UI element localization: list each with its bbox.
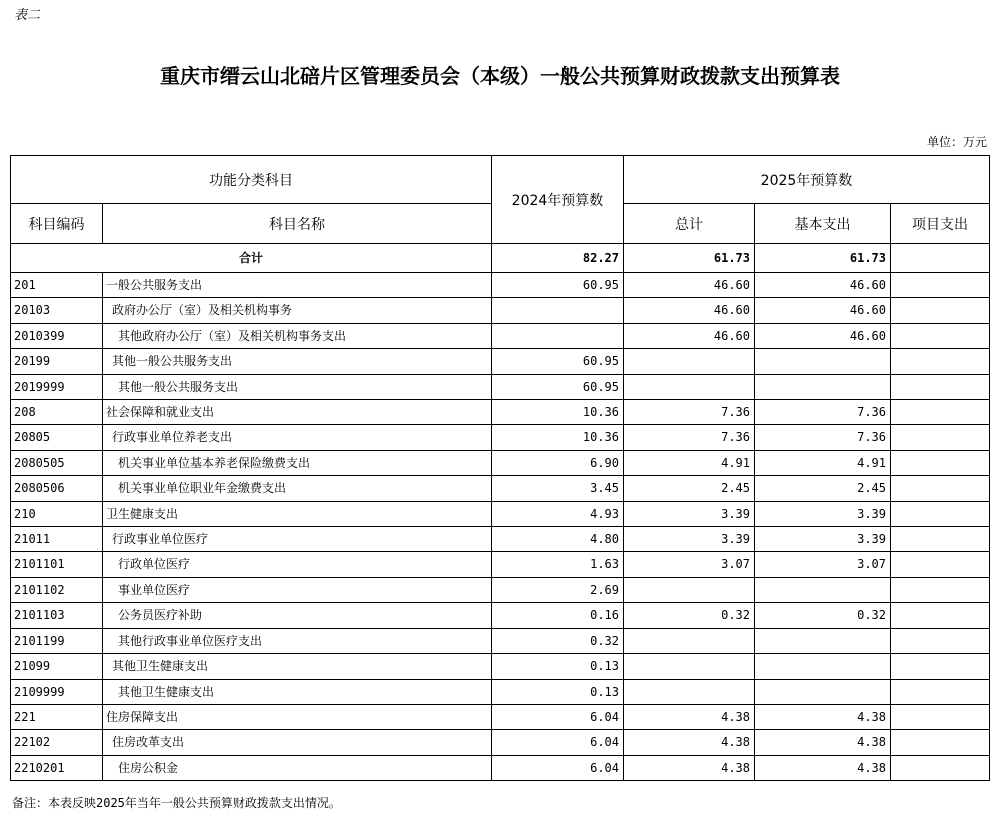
row-2025-project — [891, 628, 990, 653]
row-budget-2024: 60.95 — [492, 349, 624, 374]
row-2025-total: 0.32 — [624, 603, 755, 628]
row-2025-total — [624, 577, 755, 602]
row-name: 机关事业单位基本养老保险缴费支出 — [103, 450, 492, 475]
row-budget-2024 — [492, 323, 624, 348]
header-code: 科目编码 — [11, 204, 103, 244]
row-2025-project — [891, 323, 990, 348]
table-row — [11, 273, 990, 298]
row-code: 2080505 — [11, 450, 103, 475]
row-name: 卫生健康支出 — [103, 501, 492, 526]
row-budget-2024: 6.90 — [492, 450, 624, 475]
row-2025-project — [891, 400, 990, 425]
row-2025-basic — [755, 628, 891, 653]
row-2025-project — [891, 654, 990, 679]
row-name: 其他卫生健康支出 — [103, 654, 492, 679]
row-budget-2024: 0.13 — [492, 654, 624, 679]
page-title: 重庆市缙云山北碚片区管理委员会（本级）一般公共预算财政拨款支出预算表 — [160, 64, 840, 88]
row-2025-basic: 7.36 — [755, 400, 891, 425]
row-2025-project — [891, 298, 990, 323]
table-row — [11, 349, 990, 374]
row-2025-total — [624, 349, 755, 374]
table-row — [11, 755, 990, 780]
table-row — [11, 298, 990, 323]
row-budget-2024: 4.93 — [492, 501, 624, 526]
row-name: 事业单位医疗 — [103, 577, 492, 602]
row-2025-basic: 4.38 — [755, 755, 891, 780]
row-name: 其他一般公共服务支出 — [103, 349, 492, 374]
row-2025-basic — [755, 577, 891, 602]
header-basic: 基本支出 — [755, 204, 891, 244]
row-code: 2019999 — [11, 374, 103, 399]
row-code: 201 — [11, 273, 103, 298]
total-2025-total: 61.73 — [624, 244, 755, 273]
total-2024: 82.27 — [492, 244, 624, 273]
row-name: 其他一般公共服务支出 — [103, 374, 492, 399]
row-2025-total — [624, 654, 755, 679]
row-code: 22102 — [11, 730, 103, 755]
row-budget-2024: 0.32 — [492, 628, 624, 653]
table-row — [11, 577, 990, 602]
table-row — [11, 374, 990, 399]
row-name: 住房改革支出 — [103, 730, 492, 755]
row-2025-basic: 4.91 — [755, 450, 891, 475]
row-2025-basic: 46.60 — [755, 298, 891, 323]
row-code: 221 — [11, 704, 103, 729]
row-2025-project — [891, 552, 990, 577]
row-name: 行政事业单位养老支出 — [103, 425, 492, 450]
row-2025-total — [624, 374, 755, 399]
row-2025-basic — [755, 654, 891, 679]
row-code: 2010399 — [11, 323, 103, 348]
row-name: 其他卫生健康支出 — [103, 679, 492, 704]
row-name: 其他行政事业单位医疗支出 — [103, 628, 492, 653]
table-row — [11, 476, 990, 501]
header-total: 总计 — [624, 204, 755, 244]
row-2025-basic: 4.38 — [755, 730, 891, 755]
table-tag: 表二 — [14, 8, 41, 23]
table-row — [11, 323, 990, 348]
row-2025-total: 7.36 — [624, 400, 755, 425]
table-row — [11, 400, 990, 425]
header-func-class: 功能分类科目 — [11, 156, 492, 204]
row-2025-project — [891, 704, 990, 729]
row-budget-2024: 6.04 — [492, 730, 624, 755]
table-row — [11, 654, 990, 679]
row-2025-total — [624, 679, 755, 704]
row-2025-total: 46.60 — [624, 323, 755, 348]
unit-label: 单位：万元 — [926, 135, 987, 149]
row-code: 2101102 — [11, 577, 103, 602]
total-label: 合计 — [11, 244, 492, 273]
header-budget-2025: 2025年预算数 — [624, 156, 990, 204]
row-2025-basic: 46.60 — [755, 273, 891, 298]
row-2025-project — [891, 425, 990, 450]
table-row — [11, 450, 990, 475]
row-name: 一般公共服务支出 — [103, 273, 492, 298]
row-2025-basic — [755, 349, 891, 374]
row-code: 2080506 — [11, 476, 103, 501]
row-budget-2024: 60.95 — [492, 273, 624, 298]
total-2025-basic: 61.73 — [755, 244, 891, 273]
row-budget-2024 — [492, 298, 624, 323]
row-code: 210 — [11, 501, 103, 526]
row-name: 住房公积金 — [103, 755, 492, 780]
row-2025-basic: 4.38 — [755, 704, 891, 729]
row-2025-project — [891, 450, 990, 475]
row-2025-total: 4.38 — [624, 704, 755, 729]
row-code: 20103 — [11, 298, 103, 323]
row-name: 行政单位医疗 — [103, 552, 492, 577]
row-2025-basic: 46.60 — [755, 323, 891, 348]
table-row — [11, 552, 990, 577]
row-name: 住房保障支出 — [103, 704, 492, 729]
row-2025-total: 3.39 — [624, 501, 755, 526]
table-row — [11, 425, 990, 450]
table-row — [11, 730, 990, 755]
row-2025-project — [891, 603, 990, 628]
row-budget-2024: 2.69 — [492, 577, 624, 602]
row-2025-basic: 3.07 — [755, 552, 891, 577]
row-code: 21099 — [11, 654, 103, 679]
total-2025-project — [891, 244, 990, 273]
row-budget-2024: 0.13 — [492, 679, 624, 704]
row-budget-2024: 4.80 — [492, 527, 624, 552]
row-2025-project — [891, 476, 990, 501]
row-2025-total: 4.38 — [624, 730, 755, 755]
row-code: 208 — [11, 400, 103, 425]
row-budget-2024: 10.36 — [492, 400, 624, 425]
table-row — [11, 501, 990, 526]
row-code: 21011 — [11, 527, 103, 552]
row-name: 社会保障和就业支出 — [103, 400, 492, 425]
row-2025-project — [891, 501, 990, 526]
table-row — [11, 679, 990, 704]
row-2025-project — [891, 527, 990, 552]
row-budget-2024: 1.63 — [492, 552, 624, 577]
row-2025-project — [891, 349, 990, 374]
row-budget-2024: 60.95 — [492, 374, 624, 399]
row-2025-total: 4.91 — [624, 450, 755, 475]
budget-table — [10, 155, 990, 781]
row-name: 机关事业单位职业年金缴费支出 — [103, 476, 492, 501]
row-2025-basic: 0.32 — [755, 603, 891, 628]
header-project: 项目支出 — [891, 204, 990, 244]
footnote: 备注：本表反映2025年当年一般公共预算财政拨款支出情况。 — [12, 796, 341, 810]
row-code: 2101103 — [11, 603, 103, 628]
row-name: 政府办公厅（室）及相关机构事务 — [103, 298, 492, 323]
total-row — [11, 244, 990, 273]
row-2025-project — [891, 374, 990, 399]
row-budget-2024: 6.04 — [492, 755, 624, 780]
table-row — [11, 527, 990, 552]
table-row — [11, 704, 990, 729]
row-budget-2024: 3.45 — [492, 476, 624, 501]
row-2025-project — [891, 730, 990, 755]
row-2025-basic: 7.36 — [755, 425, 891, 450]
row-name: 行政事业单位医疗 — [103, 527, 492, 552]
table-body — [11, 244, 990, 781]
row-2025-total: 3.07 — [624, 552, 755, 577]
row-code: 20805 — [11, 425, 103, 450]
row-2025-project — [891, 679, 990, 704]
row-name: 公务员医疗补助 — [103, 603, 492, 628]
row-code: 2101199 — [11, 628, 103, 653]
row-budget-2024: 0.16 — [492, 603, 624, 628]
table-row — [11, 603, 990, 628]
row-code: 2109999 — [11, 679, 103, 704]
row-2025-total: 7.36 — [624, 425, 755, 450]
row-2025-basic — [755, 374, 891, 399]
row-2025-total: 2.45 — [624, 476, 755, 501]
row-budget-2024: 10.36 — [492, 425, 624, 450]
row-name: 其他政府办公厅（室）及相关机构事务支出 — [103, 323, 492, 348]
row-2025-project — [891, 577, 990, 602]
row-2025-basic: 3.39 — [755, 501, 891, 526]
row-2025-project — [891, 755, 990, 780]
row-2025-basic — [755, 679, 891, 704]
row-2025-total: 4.38 — [624, 755, 755, 780]
row-2025-project — [891, 273, 990, 298]
row-2025-basic: 2.45 — [755, 476, 891, 501]
header-name: 科目名称 — [103, 204, 492, 244]
row-code: 2210201 — [11, 755, 103, 780]
row-2025-total — [624, 628, 755, 653]
row-code: 2101101 — [11, 552, 103, 577]
row-budget-2024: 6.04 — [492, 704, 624, 729]
row-code: 20199 — [11, 349, 103, 374]
row-2025-total: 3.39 — [624, 527, 755, 552]
row-2025-basic: 3.39 — [755, 527, 891, 552]
row-2025-total: 46.60 — [624, 298, 755, 323]
header-budget-2024: 2024年预算数 — [492, 156, 624, 244]
row-2025-total: 46.60 — [624, 273, 755, 298]
table-row — [11, 628, 990, 653]
